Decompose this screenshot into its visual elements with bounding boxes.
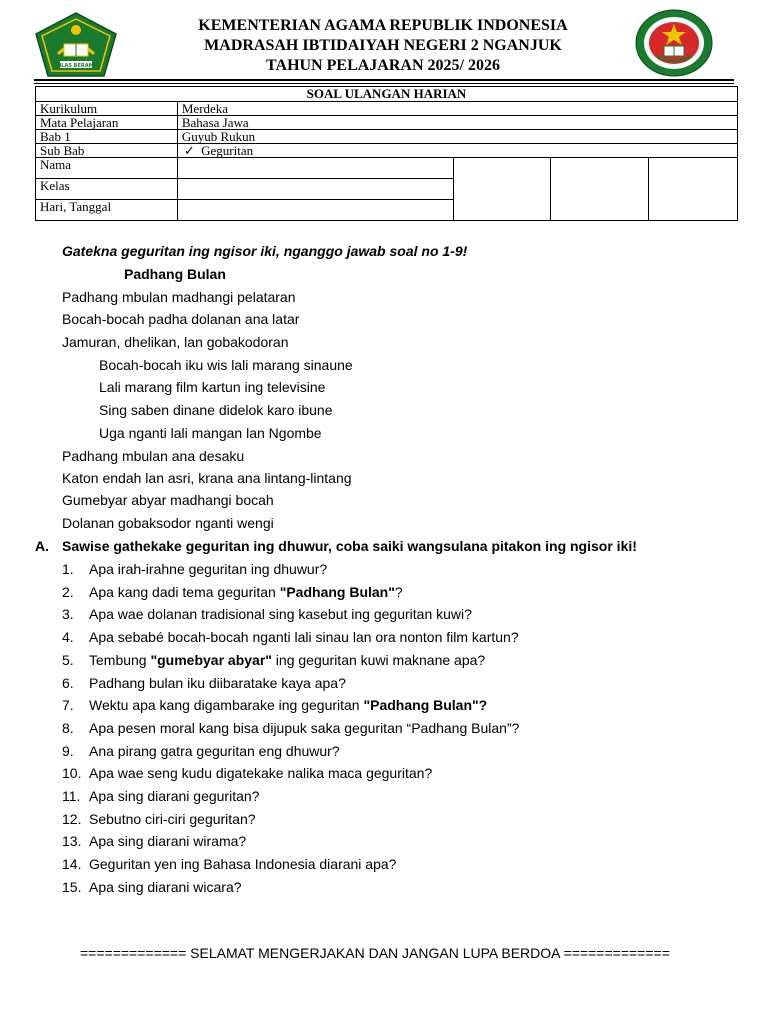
info-label-subbab: Sub Bab bbox=[36, 144, 178, 158]
question-number: 1. bbox=[62, 561, 74, 577]
question-text-pre: Padhang bulan iku diibaratake kaya apa? bbox=[89, 675, 346, 691]
question-text bbox=[89, 560, 327, 578]
question-number: 13. bbox=[62, 833, 82, 849]
question-text bbox=[89, 674, 346, 692]
header-year: TAHUN PELAJARAN 2025/ 2026 bbox=[266, 57, 500, 74]
question-number: 2. bbox=[62, 584, 74, 600]
question-number: 14. bbox=[62, 856, 82, 872]
question-text-pre: Apa sing diarani geguritan? bbox=[89, 788, 260, 804]
question-text-pre: Sebutno ciri-ciri geguritan? bbox=[89, 811, 256, 827]
header-rule-thick bbox=[34, 79, 734, 81]
question-text-pre: Apa kang dadi tema geguritan bbox=[89, 584, 280, 600]
question-number: 3. bbox=[62, 606, 74, 622]
question-text-pre: Apa pesen moral kang bisa dijupuk saka geguritan “Padhang Bulan”? bbox=[89, 720, 520, 736]
question-text bbox=[89, 787, 259, 805]
question-text bbox=[89, 696, 487, 714]
question-text-pre: Apa sing diarani wirama? bbox=[89, 833, 247, 849]
poem-line: Jamuran, dhelikan, lan gobakodoran bbox=[62, 334, 289, 350]
question-text bbox=[89, 832, 246, 850]
question-text bbox=[89, 605, 472, 623]
poem-line: Uga nganti lali mangan lan Ngombe bbox=[99, 425, 322, 441]
question-text bbox=[89, 810, 256, 828]
question-number: 15. bbox=[62, 879, 82, 895]
info-value-subbab-cell bbox=[177, 144, 737, 158]
question-text-post: ing geguritan kuwi maknane apa? bbox=[271, 652, 486, 668]
kemenag-logo bbox=[34, 12, 118, 78]
question-text bbox=[89, 855, 396, 873]
question-number: 5. bbox=[62, 652, 74, 668]
info-value-subbab: Geguritan bbox=[201, 143, 254, 158]
question-number: 12. bbox=[62, 811, 82, 827]
madrasah-logo bbox=[634, 8, 714, 78]
field-input-nama[interactable] bbox=[177, 158, 454, 179]
poem-line: Padhang mbulan ana desaku bbox=[62, 448, 245, 464]
exam-title: SOAL ULANGAN HARIAN bbox=[36, 87, 738, 102]
question-number: 8. bbox=[62, 720, 74, 736]
question-text-pre: Geguritan yen ing Bahasa Indonesia diarani apa? bbox=[89, 856, 397, 872]
question-text-bold: "Padhang Bulan"? bbox=[363, 697, 488, 713]
score-box-3 bbox=[649, 158, 738, 221]
question-text-pre: Apa wae seng kudu digatekake nalika maca geguritan? bbox=[89, 765, 433, 781]
question-text-pre: Ana pirang gatra geguritan eng dhuwur? bbox=[89, 743, 340, 759]
question-text-bold: "Padhang Bulan" bbox=[279, 584, 395, 600]
logo-left-text: IKHLAS BERAMAL bbox=[51, 63, 101, 69]
info-label-mapel: Mata Pelajaran bbox=[36, 116, 178, 130]
question-number: 9. bbox=[62, 743, 74, 759]
header-rule-thin bbox=[34, 83, 734, 84]
question-text-pre: Tembung bbox=[89, 652, 151, 668]
score-box-2 bbox=[551, 158, 649, 221]
score-box-1 bbox=[454, 158, 551, 221]
field-label-tanggal: Hari, Tanggal bbox=[36, 200, 178, 221]
question-number: 11. bbox=[62, 788, 81, 804]
question-text bbox=[89, 719, 519, 737]
question-text-bold: "gumebyar abyar" bbox=[150, 652, 272, 668]
question-text bbox=[89, 583, 403, 601]
header-ministry: KEMENTERIAN AGAMA REPUBLIK INDONESIA bbox=[198, 17, 568, 34]
info-label-kurikulum: Kurikulum bbox=[36, 102, 178, 116]
poem-line: Katon endah lan asri, krana ana lintang-lintang bbox=[62, 470, 352, 486]
poem-line: Bocah-bocah padha dolanan ana latar bbox=[62, 311, 300, 327]
section-a-label: A. bbox=[35, 538, 49, 554]
question-text bbox=[89, 878, 242, 896]
header-school: MADRASAH IBTIDAIYAH NEGERI 2 NGANJUK bbox=[204, 37, 562, 54]
info-label-bab: Bab 1 bbox=[36, 130, 178, 144]
poem-title: Padhang Bulan bbox=[124, 266, 226, 282]
info-value-mapel: Bahasa Jawa bbox=[177, 116, 737, 130]
poem-line: Lali marang film kartun ing televisine bbox=[99, 379, 326, 395]
question-text bbox=[89, 628, 519, 646]
poem-line: Padhang mbulan madhangi pelataran bbox=[62, 289, 296, 305]
question-text-pre: Apa sing diarani wicara? bbox=[89, 879, 242, 895]
poem-line: Dolanan gobaksodor nganti wengi bbox=[62, 515, 274, 531]
question-text bbox=[89, 764, 432, 782]
poem-line: Gumebyar abyar madhangi bocah bbox=[62, 492, 274, 508]
info-value-bab: Guyub Rukun bbox=[177, 130, 737, 144]
info-value-kurikulum: Merdeka bbox=[177, 102, 737, 116]
instruction-text: Gatekna geguritan ing ngisor iki, nganggo jawab soal no 1-9! bbox=[62, 243, 468, 259]
check-icon: ✓ bbox=[183, 143, 195, 158]
field-label-kelas: Kelas bbox=[36, 179, 178, 200]
question-number: 7. bbox=[62, 697, 74, 713]
footer-message: ============= SELAMAT MENGERJAKAN DAN JANGAN LUPA BERDOA ============= bbox=[80, 945, 670, 961]
field-input-tanggal[interactable] bbox=[177, 200, 454, 221]
question-text-pre: Apa irah-irahne geguritan ing dhuwur? bbox=[89, 561, 328, 577]
question-text-pre: Wektu apa kang digambarake ing geguritan bbox=[89, 697, 364, 713]
school-header bbox=[150, 16, 616, 76]
poem-line: Sing saben dinane didelok karo ibune bbox=[99, 402, 333, 418]
question-text bbox=[89, 651, 485, 669]
question-number: 4. bbox=[62, 629, 74, 645]
question-text bbox=[89, 742, 340, 760]
question-text-pre: Apa wae dolanan tradisional sing kasebut ing geguritan kuwi? bbox=[89, 606, 472, 622]
field-input-kelas[interactable] bbox=[177, 179, 454, 200]
question-number: 6. bbox=[62, 675, 74, 691]
field-label-nama: Nama bbox=[36, 158, 178, 179]
poem-line: Bocah-bocah iku wis lali marang sinaune bbox=[99, 357, 353, 373]
question-text-post: ? bbox=[394, 584, 403, 600]
exam-info-table bbox=[35, 86, 738, 221]
question-number: 10. bbox=[62, 765, 82, 781]
section-a-text: Sawise gathekake geguritan ing dhuwur, coba saiki wangsulana pitakon ing ngisor iki! bbox=[62, 538, 637, 554]
question-text-pre: Apa sebabé bocah-bocah nganti lali sinau lan ora nonton film kartun? bbox=[89, 629, 519, 645]
